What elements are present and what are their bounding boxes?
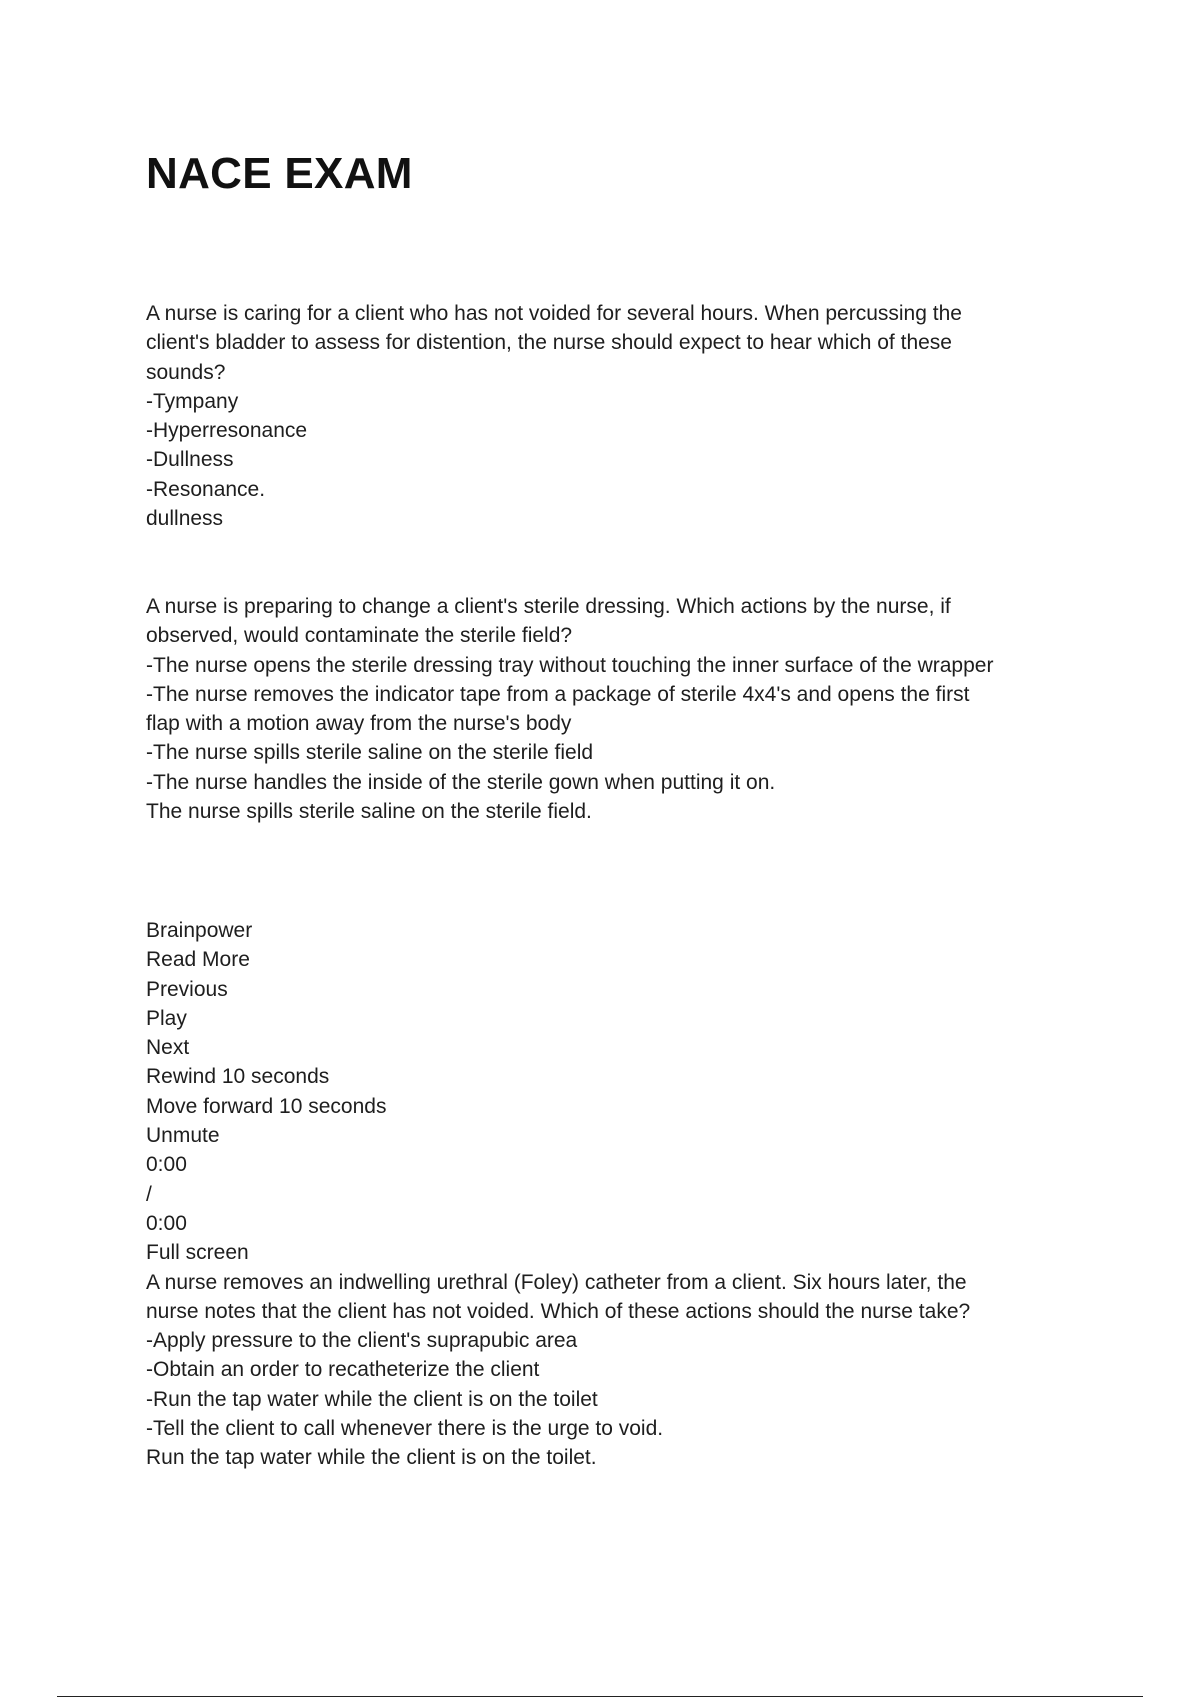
duration: 0:00 [146, 1211, 187, 1235]
unmute-button[interactable]: Unmute [146, 1124, 220, 1148]
question-2-option-line: -The nurse handles the inside of the sterile gown when putting it on. [146, 770, 776, 794]
fullscreen-button[interactable]: Full screen [146, 1241, 249, 1265]
question-2-answer: The nurse spills sterile saline on the sterile field. [146, 800, 592, 824]
footer-divider [57, 1696, 1143, 1697]
rewind-button[interactable]: Rewind 10 seconds [146, 1065, 330, 1089]
question-3-option: -Run the tap water while the client is on the toilet [146, 1387, 598, 1411]
question-1-option: -Tympany [146, 389, 239, 413]
current-time: 0:00 [146, 1153, 187, 1177]
question-2-option-line: -The nurse spills sterile saline on the sterile field [146, 741, 594, 765]
read-more-link[interactable]: Read More [146, 948, 250, 972]
time-separator: / [146, 1182, 152, 1206]
question-3-option: -Obtain an order to recatheterize the client [146, 1358, 540, 1382]
question-1 [146, 299, 1046, 533]
question-3-option: -Tell the client to call whenever there is the urge to void. [146, 1417, 664, 1441]
next-button[interactable]: Next [146, 1036, 190, 1060]
question-2-option-line: -The nurse removes the indicator tape from a package of sterile 4x4's and opens the first [146, 682, 970, 706]
question-1-option: -Dullness [146, 448, 234, 472]
question-3-option: -Apply pressure to the client's suprapubic area [146, 1329, 578, 1353]
video-player-text [146, 916, 1046, 1473]
question-1-prompt-line: A nurse is caring for a client who has not voided for several hours. When percussing the [146, 302, 962, 325]
forward-button[interactable]: Move forward 10 seconds [146, 1094, 387, 1118]
question-2-prompt-line: observed, would contaminate the sterile field? [146, 624, 573, 648]
question-1-answer: dullness [146, 507, 224, 531]
question-2-prompt-line: A nurse is preparing to change a client's sterile dressing. Which actions by the nurse, if [146, 595, 951, 618]
play-button[interactable]: Play [146, 1006, 187, 1030]
question-1-option: -Resonance. [146, 477, 266, 501]
question-3-prompt-line: nurse notes that the client has not voided. Which of these actions should the nurse take? [146, 1299, 971, 1323]
question-1-prompt-line: client's bladder to assess for distention, the nurse should expect to hear which of these [146, 331, 952, 355]
question-2-option-line: -The nurse opens the sterile dressing tray without touching the inner surface of the wrapper [146, 653, 994, 677]
question-1-option: -Hyperresonance [146, 419, 308, 443]
question-3-prompt-line: A nurse removes an indwelling urethral (Foley) catheter from a client. Six hours later, the [146, 1270, 967, 1294]
question-1-prompt-line: sounds? [146, 360, 226, 384]
question-3-answer: Run the tap water while the client is on the toilet. [146, 1446, 597, 1470]
question-2-option-line: flap with a motion away from the nurse's body [146, 712, 572, 736]
question-2 [146, 592, 1046, 826]
page-title: NACE EXAM [146, 149, 413, 198]
previous-button[interactable]: Previous [146, 977, 228, 1001]
player-brand: Brainpower [146, 919, 253, 942]
